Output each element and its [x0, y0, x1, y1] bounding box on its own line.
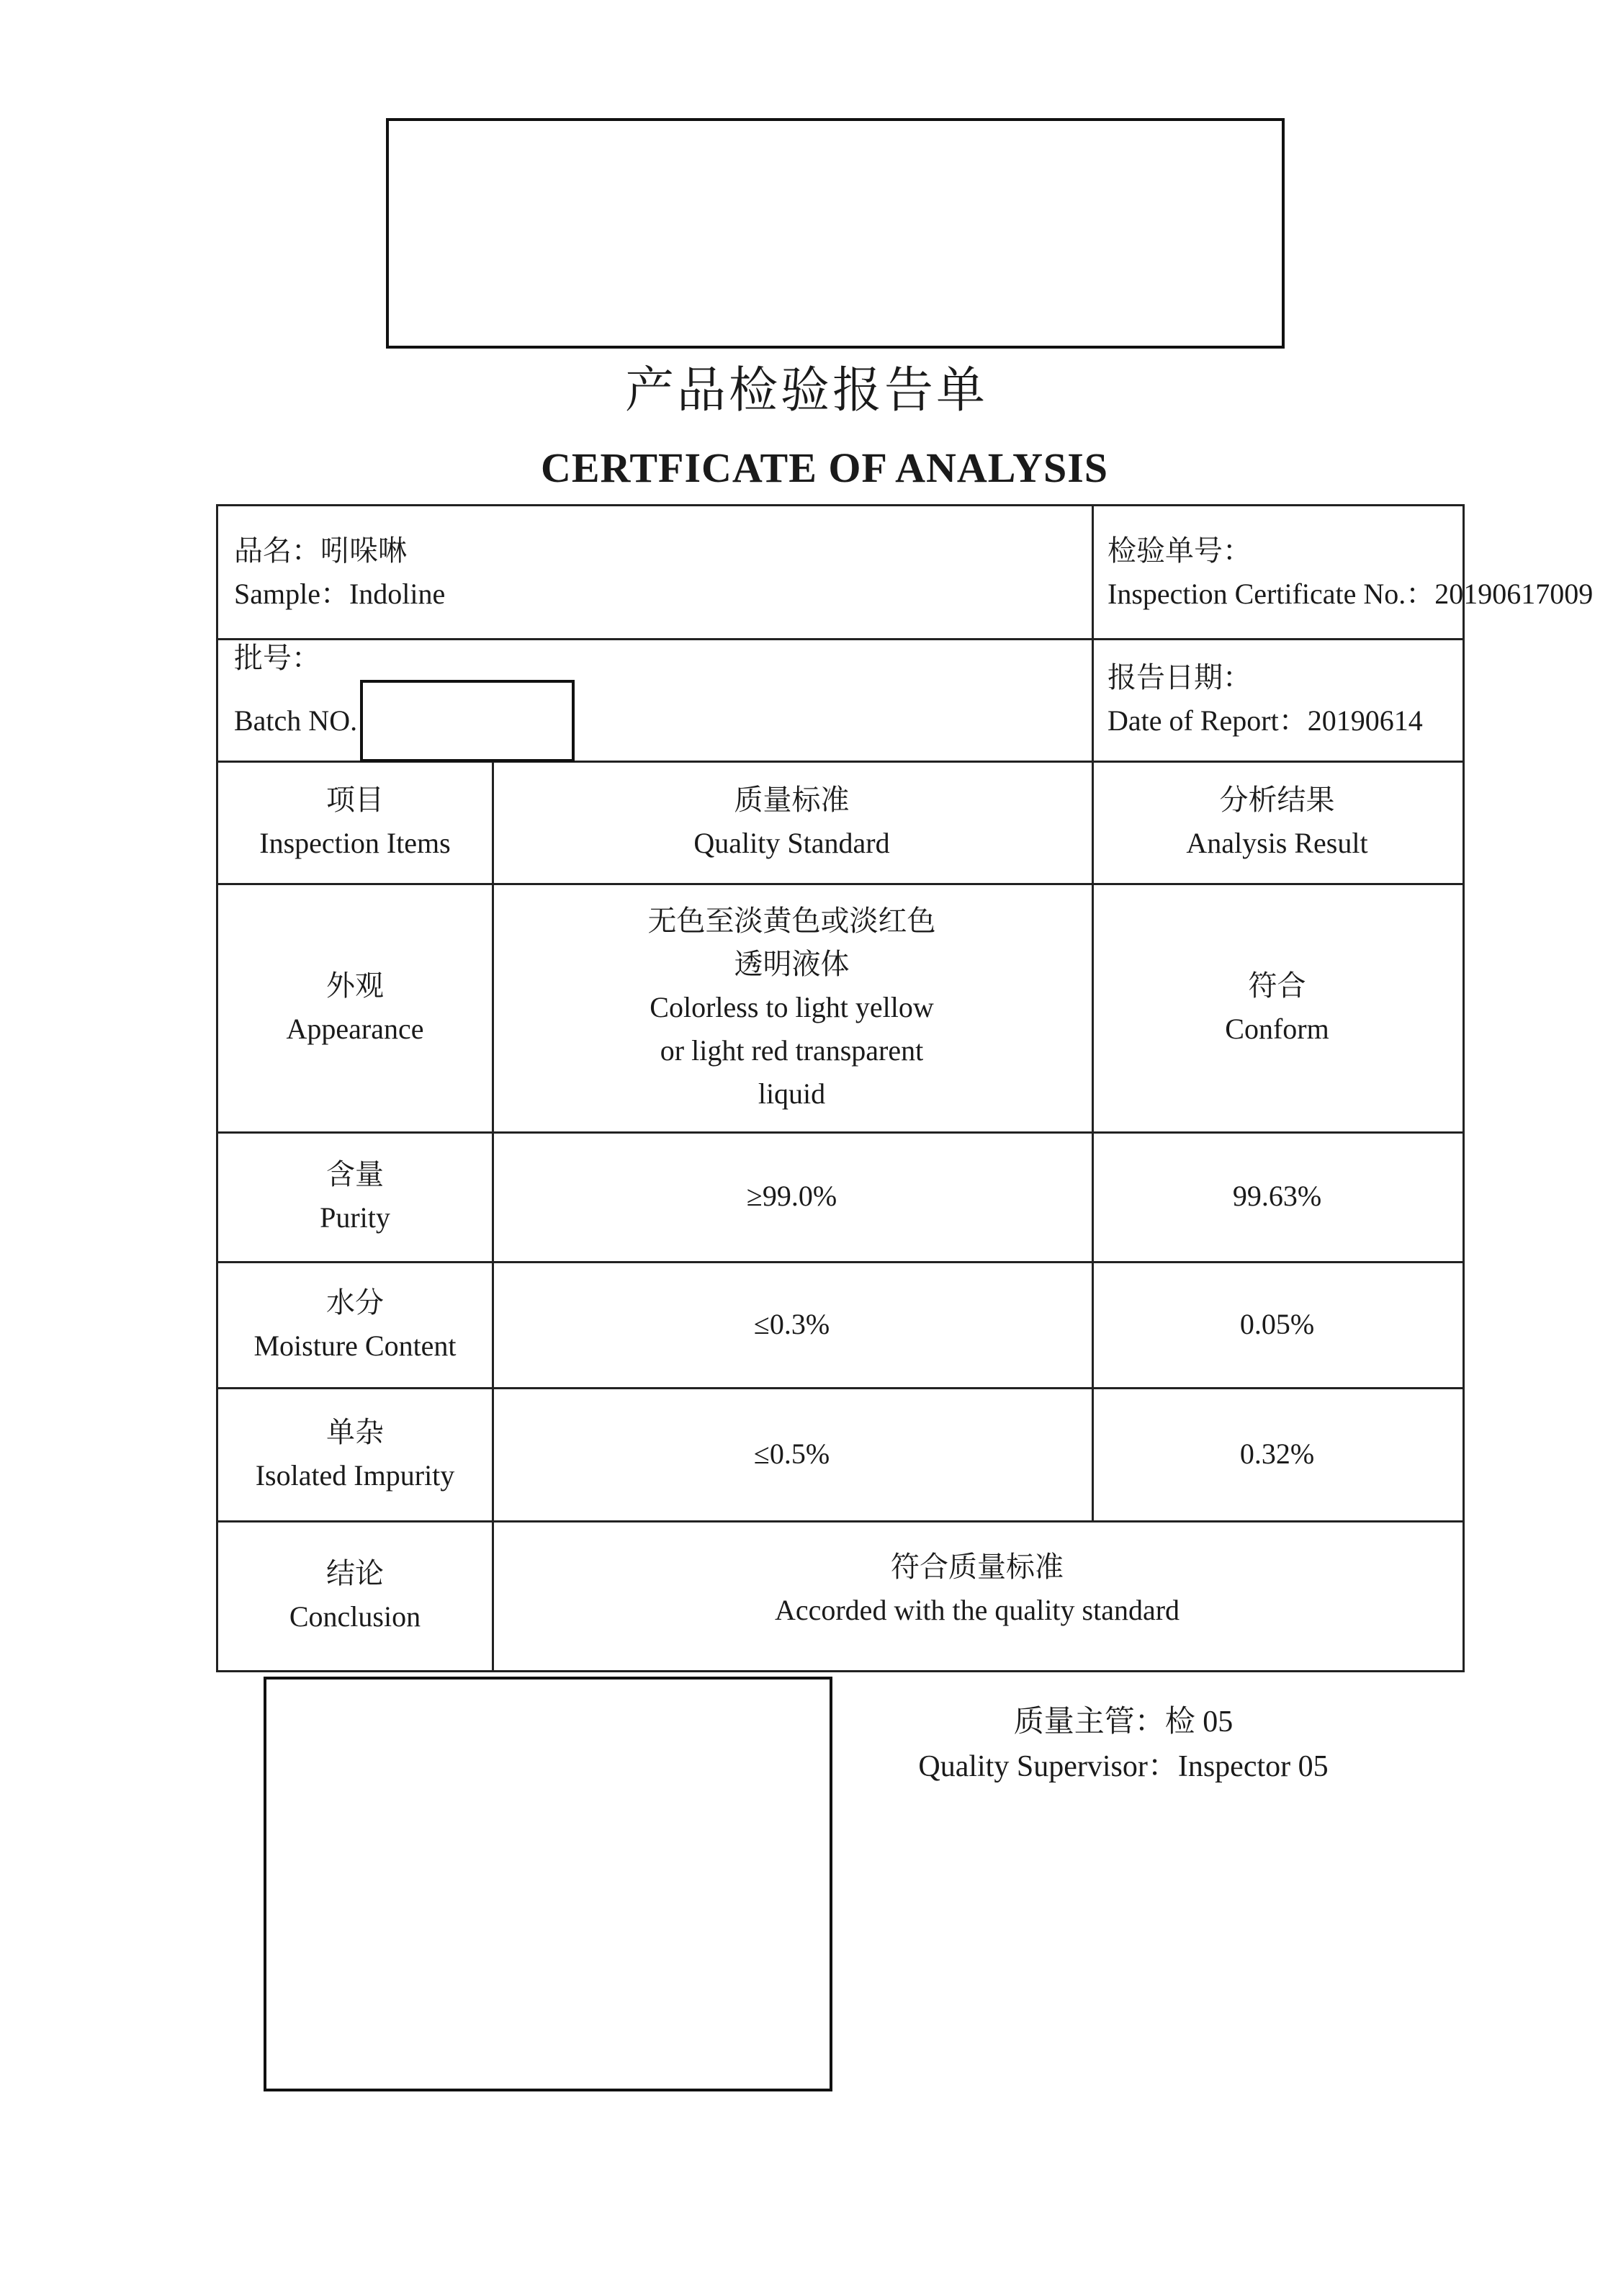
table-row-purity-standard — [492, 1131, 1092, 1261]
standard-line: or light red transparent — [660, 1033, 924, 1067]
header-standard-en: Quality Standard — [693, 827, 890, 859]
item-name-en: Purity — [320, 1201, 390, 1234]
title-chinese: 产品检验报告单 — [624, 363, 988, 418]
item-name-cn: 水分 — [326, 1286, 384, 1319]
batch-label-cn: 批号： — [234, 642, 320, 674]
table-row-moisture-standard — [492, 1261, 1092, 1387]
report-date-en: Date of Report：20190614 — [1107, 704, 1423, 737]
quality-supervisor-signature — [850, 1700, 1397, 1789]
standard-line: 透明液体 — [734, 947, 850, 980]
item-name-en: Moisture Content — [253, 1329, 457, 1362]
standard-value: ≤0.3% — [753, 1307, 830, 1340]
sample-name-en: Sample：Indoline — [234, 577, 446, 610]
item-name-en: Isolated Impurity — [255, 1458, 455, 1492]
table-row-purity-item — [218, 1131, 492, 1261]
header-items-en: Inspection Items — [259, 827, 451, 859]
sample-info-cell — [218, 506, 1092, 638]
item-name-cn: 含量 — [326, 1158, 384, 1190]
redacted-batch-number — [360, 680, 575, 762]
header-analysis-result — [1092, 761, 1463, 883]
title-english: CERTFICATE OF ANALYSIS — [540, 444, 1109, 491]
conclusion-value-cn: 符合质量标准 — [891, 1551, 1064, 1583]
report-date-label-cn: 报告日期： — [1107, 661, 1252, 694]
supervisor-cn: 质量主管：检 05 — [1013, 1705, 1234, 1739]
table-row-appearance-standard — [492, 883, 1092, 1131]
result-value: 0.32% — [1239, 1437, 1315, 1470]
table-row-appearance-result — [1092, 883, 1463, 1131]
header-result-en: Analysis Result — [1186, 827, 1368, 859]
analysis-table — [216, 504, 1594, 1672]
batch-label-en: Batch NO. — [234, 704, 358, 737]
table-row-impurity-item — [218, 1387, 492, 1520]
redacted-logo-box — [386, 118, 1285, 349]
standard-value: ≥99.0% — [746, 1180, 837, 1212]
certificate-number-en: Inspection Certificate No.：20190617009 — [1107, 577, 1594, 610]
table-row-moisture-result — [1092, 1261, 1463, 1387]
result-value: 99.63% — [1232, 1180, 1322, 1212]
standard-line: 无色至淡黄色或淡红色 — [647, 904, 936, 937]
header-inspection-items — [218, 761, 492, 883]
header-result-cn: 分析结果 — [1219, 784, 1335, 816]
item-name-en: Appearance — [286, 1012, 424, 1045]
header-items-cn: 项目 — [326, 784, 384, 816]
table-row-impurity-result — [1092, 1387, 1463, 1520]
batch-info-cell — [218, 638, 1092, 761]
standard-value: ≤0.5% — [753, 1437, 830, 1470]
conclusion-value-en: Accorded with the quality standard — [774, 1594, 1180, 1626]
certificate-info-cell — [1092, 506, 1594, 638]
conclusion-label-en: Conclusion — [289, 1600, 421, 1633]
table-row-moisture-item — [218, 1261, 492, 1387]
table-row-appearance-item — [218, 883, 492, 1131]
result-value: 0.05% — [1239, 1307, 1315, 1340]
standard-line: Colorless to light yellow — [650, 990, 934, 1023]
redacted-stamp-box — [264, 1677, 832, 2091]
item-name-cn: 外观 — [326, 969, 384, 1002]
item-name-cn: 单杂 — [326, 1415, 384, 1448]
result-line: 符合 — [1248, 969, 1306, 1002]
certificate-label-cn: 检验单号： — [1107, 534, 1252, 567]
supervisor-en: Quality Supervisor：Inspector 05 — [918, 1750, 1329, 1783]
header-standard-cn: 质量标准 — [734, 784, 850, 816]
table-row-impurity-standard — [492, 1387, 1092, 1520]
sample-name-cn: 品名：吲哚啉 — [234, 534, 407, 567]
result-line: Conform — [1225, 1012, 1329, 1045]
standard-line: liquid — [758, 1077, 826, 1110]
conclusion-value-cell — [492, 1520, 1463, 1657]
conclusion-label-cell — [218, 1520, 492, 1670]
report-date-cell — [1092, 638, 1463, 761]
table-row-purity-result — [1092, 1131, 1463, 1261]
conclusion-label-cn: 结论 — [326, 1557, 384, 1589]
header-quality-standard — [492, 761, 1092, 883]
